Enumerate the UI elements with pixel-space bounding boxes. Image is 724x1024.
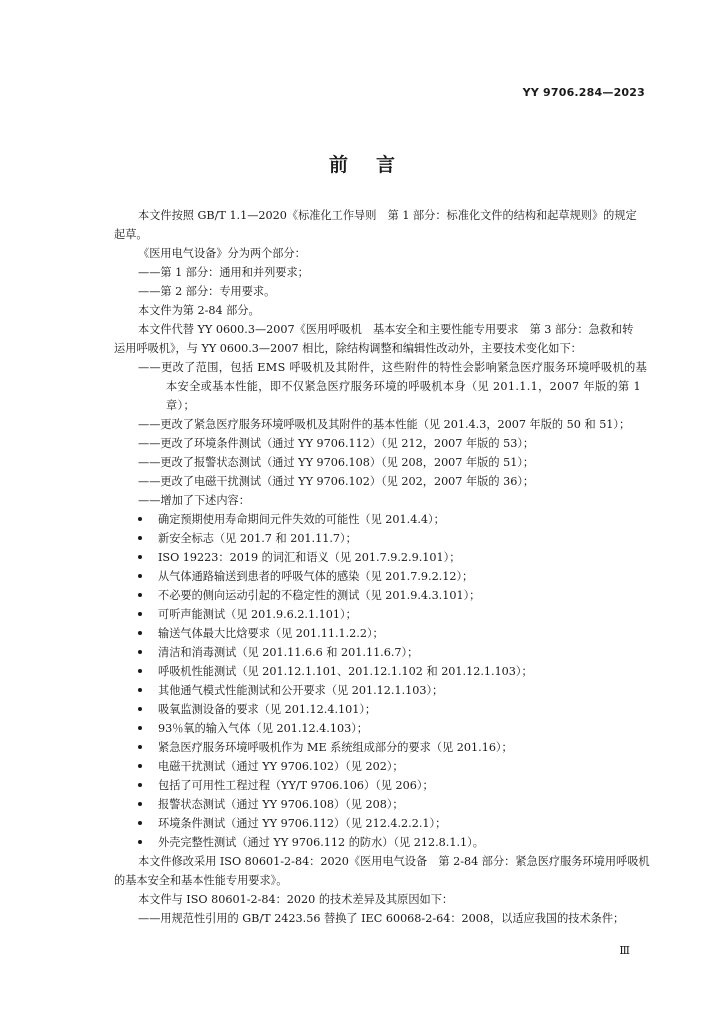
bullet-icon <box>138 536 142 540</box>
change-item: ——增加了下述内容： <box>138 494 250 507</box>
bullet-icon <box>138 802 142 806</box>
difference-item: ——用规范性引用的 GB/T 2423.56 替换了 IEC 60068-2-64：2008，以适应我国的技术条件； <box>138 912 625 925</box>
paragraph-replaces: 本文件代替 YY 0600.3—2007《医用呼吸机 基本安全和主要性能专用要求 第 3 部分：急救和转 <box>138 323 634 336</box>
list-item: 可听声能测试（见 201.9.6.2.1.101）； <box>116 605 656 624</box>
bullet-icon <box>138 726 142 730</box>
additions-list <box>116 510 656 852</box>
bullet-icon <box>138 745 142 749</box>
paragraph-adoption: 本文件修改采用 ISO 80601-2-84：2020《医用电气设备 第 2-84 部分：紧急医疗服务环境用呼吸机 <box>138 855 650 868</box>
bullet-icon <box>138 840 142 844</box>
parts-item-1: ——第 1 部分：通用和并列要求； <box>138 266 309 279</box>
list-item: 不必要的侧向运动引起的不稳定性的测试（见 201.9.4.3.101）； <box>116 586 656 605</box>
list-item: 清洁和消毒测试（见 201.11.6.6 和 201.11.6.7）； <box>116 643 656 662</box>
paragraph-replaces-cont: 运用呼吸机》，与 YY 0600.3—2007 相比，除结构调整和编辑性改动外，主要技术变化如下： <box>114 342 582 355</box>
change-item: ——更改了范围，包括 EMS 呼吸机及其附件，这些附件的特性会影响紧急医疗服务环境呼吸机的基本安全或基本性能，即不仅紧急医疗服务环境的呼吸机本身（见 201.1.1，2007 年版的第 1 章）； <box>138 361 648 412</box>
list-item: 呼吸机性能测试（见 201.12.1.101、201.12.1.102 和 201.12.1.103）； <box>116 662 656 681</box>
bullet-icon <box>138 593 142 597</box>
bullet-icon <box>138 574 142 578</box>
document-number: YY 9706.284—2023 <box>522 86 645 99</box>
list-item: 环境条件测试（通过 YY 9706.112）（见 212.4.2.2.1）； <box>116 814 656 833</box>
changes-list <box>116 358 656 510</box>
change-item: ——更改了报警状态测试（通过 YY 9706.108）（见 208，2007 年版的 51）； <box>138 456 535 469</box>
list-item: 吸氧监测设备的要求（见 201.12.4.101）； <box>116 700 656 719</box>
paragraph-drafting-rules: 本文件按照 GB/T 1.1—2020《标准化工作导则 第 1 部分：标准化文件的结构和起草规则》的规定 <box>138 209 637 222</box>
bullet-icon <box>138 669 142 673</box>
list-item: 其他通气模式性能测试和公开要求（见 201.12.1.103）； <box>116 681 656 700</box>
document-body <box>116 206 656 928</box>
paragraph-parts-intro: 《医用电气设备》分为两个部分： <box>138 247 306 260</box>
parts-item-2: ——第 2 部分：专用要求。 <box>138 285 276 298</box>
paragraph-adoption-cont: 的基本安全和基本性能专用要求》。 <box>114 874 288 887</box>
bullet-icon <box>138 612 142 616</box>
list-item: 包括了可用性工程过程（YY/T 9706.106）（见 206）； <box>116 776 656 795</box>
bullet-icon <box>138 707 142 711</box>
bullet-icon <box>138 631 142 635</box>
list-item: ISO 19223：2019 的词汇和语义（见 201.7.9.2.9.101）； <box>116 548 656 567</box>
bullet-icon <box>138 688 142 692</box>
list-item: 外壳完整性测试（通过 YY 9706.112 的防水）（见 212.8.1.1）。 <box>116 833 656 852</box>
list-item: 93％氧的输入气体（见 201.12.4.103）； <box>116 719 656 738</box>
paragraph-drafting-rules-cont: 起草。 <box>114 228 148 241</box>
bullet-icon <box>138 783 142 787</box>
bullet-icon <box>138 650 142 654</box>
list-item: 电磁干扰测试（通过 YY 9706.102）（见 202）； <box>116 757 656 776</box>
change-item: ——更改了紧急医疗服务环境呼吸机及其附件的基本性能（见 201.4.3，2007 年版的 50 和 51）； <box>138 418 631 431</box>
list-item: 输送气体最大比焓要求（见 201.11.1.2.2）； <box>116 624 656 643</box>
list-item: 从气体通路输送到患者的呼吸气体的感染（见 201.7.9.2.12）； <box>116 567 656 586</box>
list-item: 报警状态测试（通过 YY 9706.108）（见 208）； <box>116 795 656 814</box>
bullet-icon <box>138 764 142 768</box>
change-item: ——更改了电磁干扰测试（通过 YY 9706.102）（见 202，2007 年版的 36）； <box>138 475 535 488</box>
list-item: 确定预期使用寿命期间元件失效的可能性（见 201.4.4）； <box>116 510 656 529</box>
page-number: Ⅲ <box>619 944 630 957</box>
list-item: 新安全标志（见 201.7 和 201.11.7）； <box>116 529 656 548</box>
bullet-icon <box>138 821 142 825</box>
bullet-icon <box>138 517 142 521</box>
paragraph-differences: 本文件与 ISO 80601-2-84：2020 的技术差异及其原因如下： <box>138 893 454 906</box>
page-title: 前言 <box>328 154 423 176</box>
list-item: 紧急医疗服务环境呼吸机作为 ME 系统组成部分的要求（见 201.16）； <box>116 738 656 757</box>
bullet-icon <box>138 555 142 559</box>
change-item: ——更改了环境条件测试（通过 YY 9706.112）（见 212，2007 年版的 53）； <box>138 437 535 450</box>
paragraph-part-number: 本文件为第 2-84 部分。 <box>138 304 260 317</box>
